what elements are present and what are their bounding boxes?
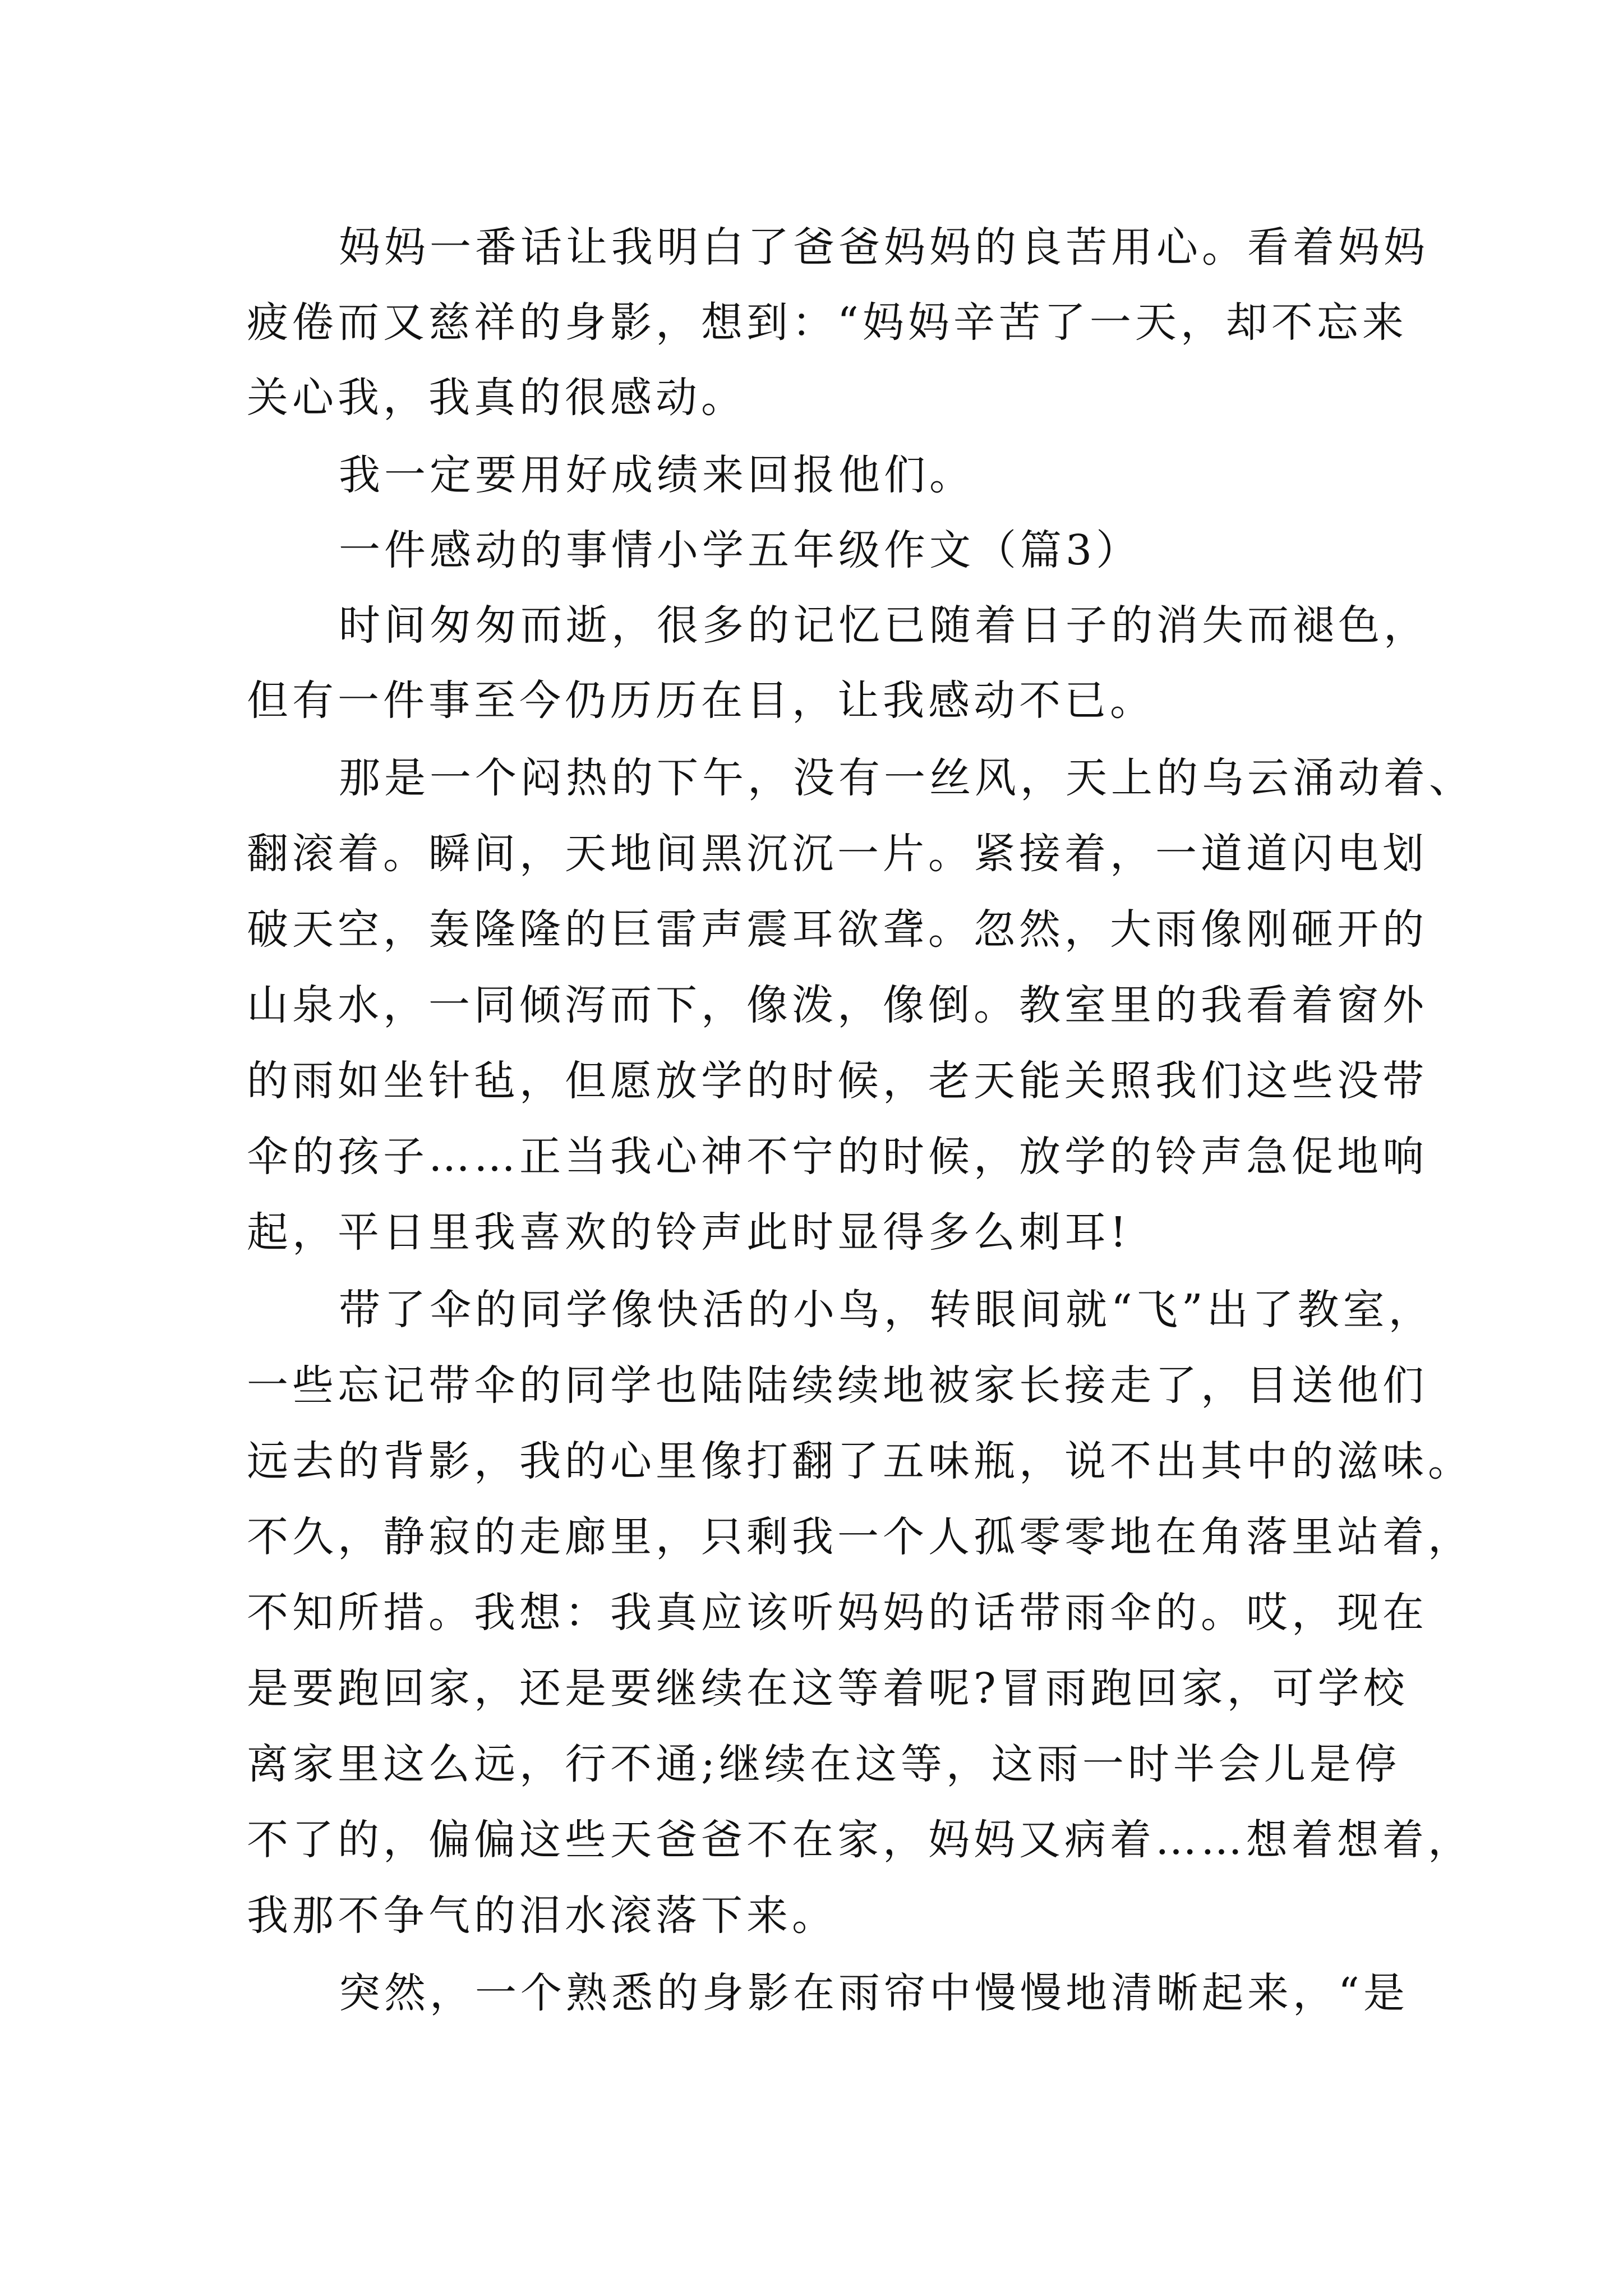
text-line: 一件感动的事情小学五年级作文（篇3） — [339, 526, 1142, 574]
text-line: 不了的，偏偏这些天爸爸不在家，妈妈又病着……想着想着， — [247, 1816, 1473, 1864]
text-line: 时间匆匆而逝，很多的记忆已随着日子的消失而褪色， — [339, 601, 1429, 650]
text-line: 突然，一个熟悉的身影在雨帘中慢慢地清晰起来，“是 — [339, 1969, 1409, 2017]
text-line: 远去的背影，我的心里像打翻了五味瓶，说不出其中的滋味。 — [247, 1437, 1473, 1485]
text-line: 伞的孩子……正当我心神不宁的时候，放学的铃声急促地响 — [247, 1133, 1428, 1181]
text-line: 妈妈一番话让我明白了爸爸妈妈的良苦用心。看着妈妈 — [339, 223, 1429, 272]
text-line: 一些忘记带伞的同学也陆陆续续地被家长接走了，目送他们 — [247, 1361, 1428, 1410]
text-line: 破天空，轰隆隆的巨雷声震耳欲聋。忽然，大雨像刚砸开的 — [247, 905, 1428, 954]
text-line: 翻滚着。瞬间，天地间黑沉沉一片。紧接着，一道道闪电划 — [247, 830, 1428, 878]
text-line: 但有一件事至今仍历历在目，让我感动不已。 — [247, 677, 1155, 725]
text-line: 关心我，我真的很感动。 — [247, 374, 746, 422]
text-line: 我一定要用好成绩来回报他们。 — [339, 451, 975, 499]
text-line: 离家里这么远，行不通;继续在这等，这雨一时半会儿是停 — [247, 1740, 1400, 1788]
text-line: 是要跑回家，还是要继续在这等着呢?冒雨跑回家，可学校 — [247, 1664, 1409, 1713]
text-line: 的雨如坐针毡，但愿放学的时候，老天能关照我们这些没带 — [247, 1057, 1428, 1105]
text-line: 山泉水，一同倾泻而下，像泼，像倒。教室里的我看着窗外 — [247, 981, 1428, 1029]
text-line: 起，平日里我喜欢的铃声此时显得多么刺耳! — [247, 1208, 1131, 1257]
text-line: 我那不争气的泪水滚落下来。 — [247, 1892, 837, 1940]
text-line: 疲倦而又慈祥的身影，想到：“妈妈辛苦了一天，却不忘来 — [247, 298, 1408, 347]
text-line: 不知所措。我想：我真应该听妈妈的话带雨伞的。哎，现在 — [247, 1589, 1428, 1637]
text-line: 不久，静寂的走廊里，只剩我一个人孤零零地在角落里站着， — [247, 1513, 1473, 1561]
text-line: 带了伞的同学像快活的小鸟，转眼间就“飞”出了教室， — [339, 1286, 1434, 1334]
text-line: 那是一个闷热的下午，没有一丝风，天上的乌云涌动着、 — [339, 754, 1474, 802]
